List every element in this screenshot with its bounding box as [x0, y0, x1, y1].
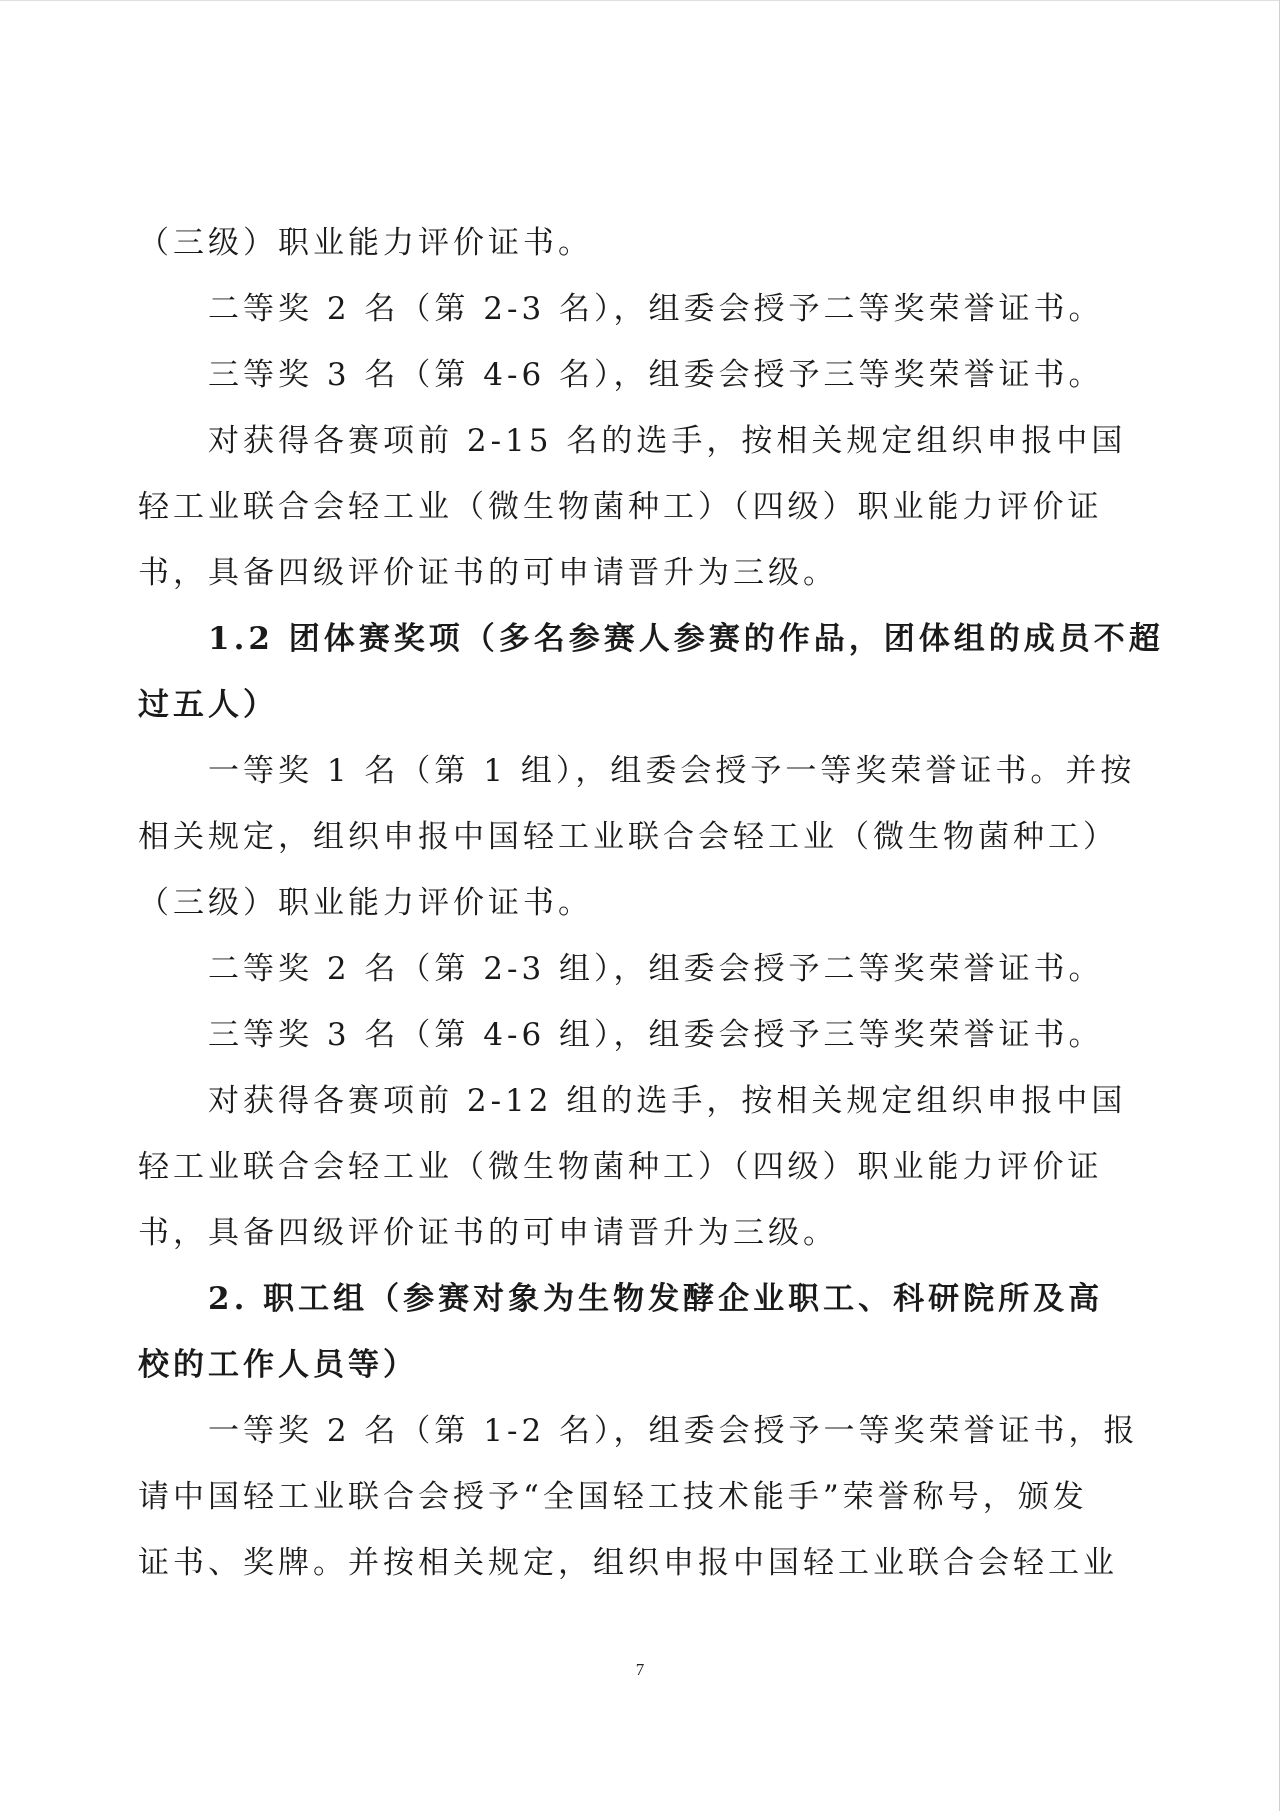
text-line: 书，具备四级评价证书的可申请晋升为三级。 [138, 1215, 838, 1251]
text-line: 二等奖 2 名（第 2-3 名），组委会授予二等奖荣誉证书。 [208, 291, 1104, 327]
text-line: 书，具备四级评价证书的可申请晋升为三级。 [138, 555, 838, 591]
text-line: （三级）职业能力评价证书。 [138, 885, 593, 921]
section-heading-line: 2. 职工组（参赛对象为生物发酵企业职工、科研院所及高 [208, 1281, 1104, 1317]
text-line: 二等奖 2 名（第 2-3 组），组委会授予二等奖荣誉证书。 [208, 951, 1104, 987]
text-line: 对获得各赛项前 2-12 组的选手，按相关规定组织申报中国 [208, 1083, 1127, 1119]
text-line: 证书、奖牌。并按相关规定，组织申报中国轻工业联合会轻工业 [138, 1545, 1118, 1581]
text-line: （三级）职业能力评价证书。 [138, 225, 593, 261]
text-line: 相关规定，组织申报中国轻工业联合会轻工业（微生物菌种工） [138, 819, 1118, 855]
page-number: 7 [635, 1660, 645, 1679]
text-line: 一等奖 2 名（第 1-2 名），组委会授予一等奖荣誉证书，报 [208, 1413, 1139, 1449]
text-line: 三等奖 3 名（第 4-6 名），组委会授予三等奖荣誉证书。 [208, 357, 1104, 393]
text-line: 对获得各赛项前 2-15 名的选手，按相关规定组织申报中国 [208, 423, 1127, 459]
section-heading-line: 1.2 团体赛奖项（多名参赛人参赛的作品，团体组的成员不超 [208, 621, 1164, 657]
text-line: 一等奖 1 名（第 1 组），组委会授予一等奖荣誉证书。并按 [208, 753, 1136, 789]
text-line: 三等奖 3 名（第 4-6 组），组委会授予三等奖荣誉证书。 [208, 1017, 1104, 1053]
text-line: 请中国轻工业联合会授予“全国轻工技术能手”荣誉称号，颁发 [138, 1479, 1088, 1515]
body-text [138, 210, 1164, 1596]
text-line: 轻工业联合会轻工业（微生物菌种工）（四级）职业能力评价证 [138, 489, 1103, 525]
section-heading-line: 校的工作人员等） [138, 1347, 418, 1383]
text-line: 轻工业联合会轻工业（微生物菌种工）（四级）职业能力评价证 [138, 1149, 1103, 1185]
page-top-edge [0, 0, 1280, 1]
section-heading-line: 过五人） [138, 687, 278, 723]
